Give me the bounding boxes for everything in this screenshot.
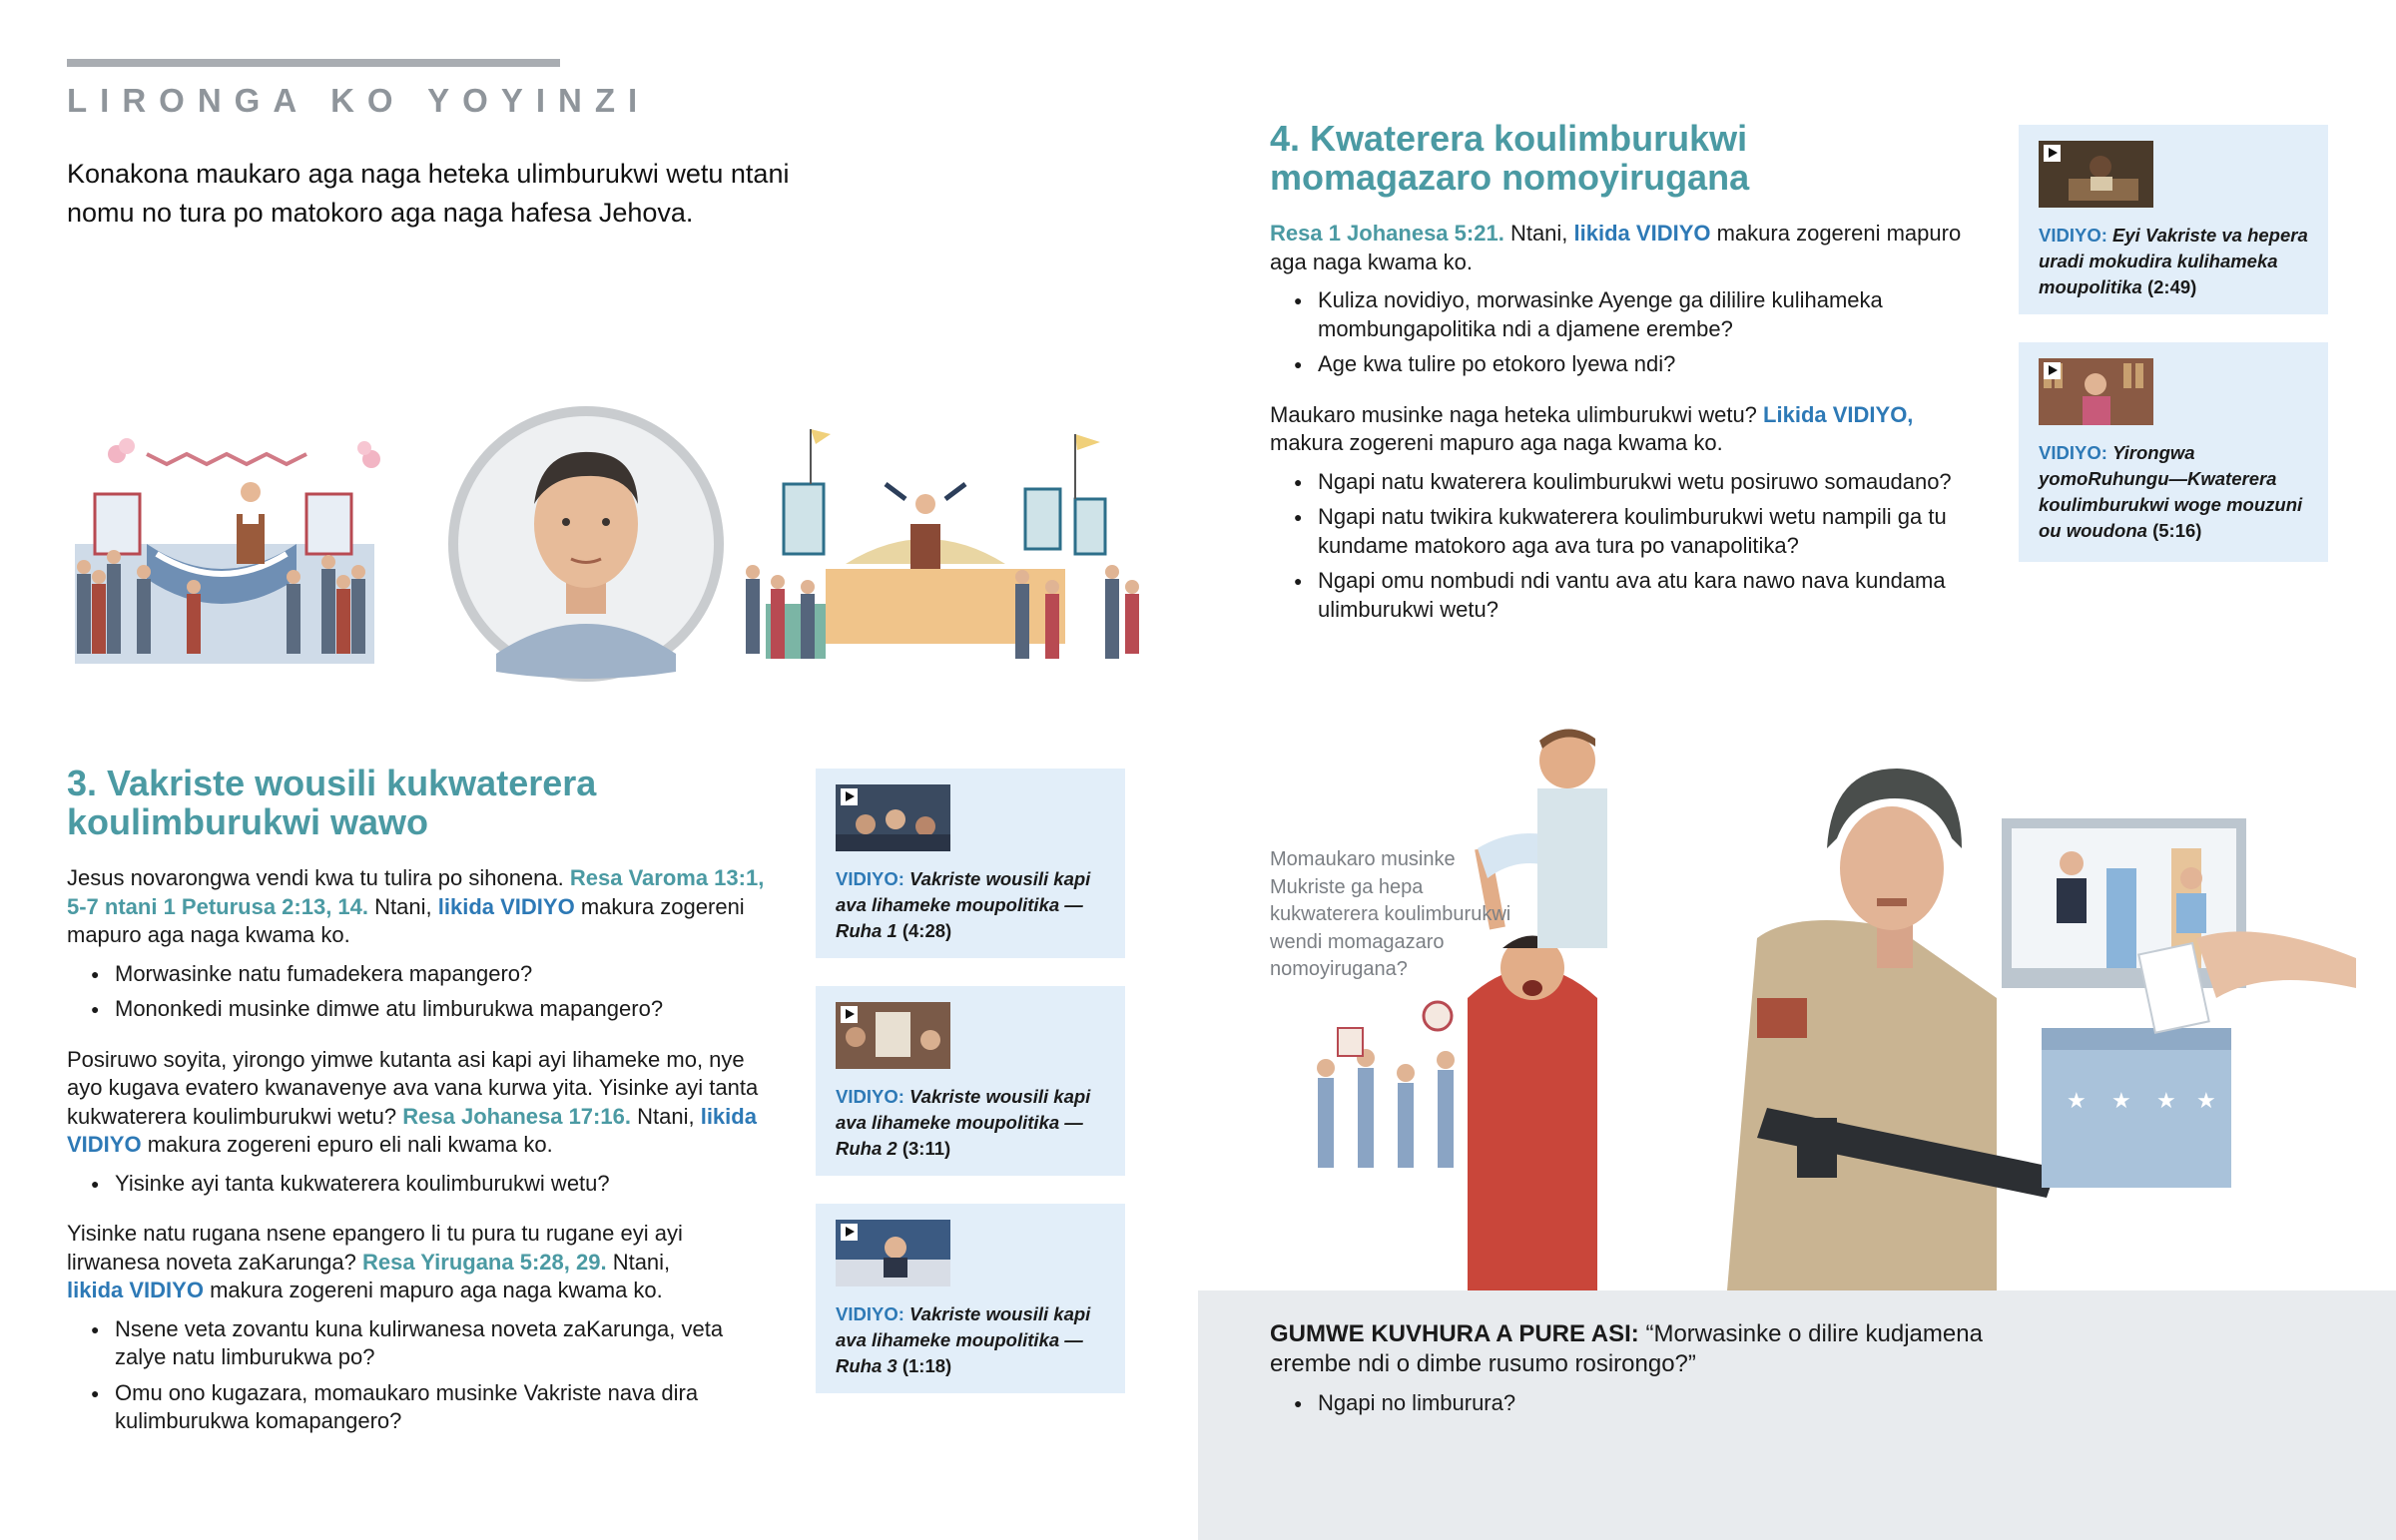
video-duration: (3:11) [901, 1138, 951, 1159]
section-3-questions-2 [67, 1170, 766, 1199]
video-link[interactable]: likida VIDIYO [1573, 221, 1711, 246]
right-rally-scene [746, 429, 1139, 659]
question-item: ● Ngapi no limburura? [1270, 1389, 2029, 1418]
play-icon[interactable] [2044, 362, 2061, 379]
video-caption [2039, 440, 2318, 544]
question-item: ● Ngapi omu nombudi ndi vantu ava atu kara nawo nava kundama ulimburukwi wetu? [1270, 567, 1969, 624]
video-box-yirongwa[interactable] [2019, 342, 2328, 562]
question-item: ● Morwasinke natu fumadekera mapangero? [67, 960, 766, 989]
intro-text: Konakona maukaro aga naga heteka ulimburukwi wetu ntani nomu no tura po matokoro aga naga hafesa Jehova. [67, 159, 790, 228]
left-rally-scene [75, 438, 380, 664]
video-label: VIDIYO: [2039, 225, 2107, 246]
video-link[interactable]: likida VIDIYO [67, 1103, 757, 1157]
video-box-ruha-2[interactable] [816, 986, 1125, 1176]
scripture-link[interactable]: Resa Varoma 13:1, 5-7 ntani 1 Peturusa 2:13, 14. [67, 865, 765, 919]
paragraph-text: Maukaro musinke naga heteka ulimburukwi wetu? [1270, 401, 1757, 427]
video-label: VIDIYO: [836, 1303, 904, 1324]
svg-text:★: ★ [2067, 1089, 2087, 1114]
video-thumbnail[interactable] [2039, 358, 2153, 425]
illustration-caption: Momaukaro musinke Mukriste ga hepa kukwaterera koulimburukwi wendi momagazaro nomoyirugana? [1270, 848, 1511, 980]
video-caption [836, 866, 1110, 944]
section-4-paragraph-1 [1270, 220, 1969, 276]
paragraph-text: Ntani, [374, 893, 432, 919]
video-label: VIDIYO: [836, 868, 904, 889]
paragraph-text: Ntani, [612, 1249, 671, 1275]
video-label: VIDIYO: [836, 1086, 904, 1107]
video-thumbnail[interactable] [836, 1002, 950, 1069]
video-title: Vakriste wousili kapi ava lihameke moupolitika —Ruha 2 [836, 1086, 1091, 1159]
video-duration: (4:28) [901, 920, 952, 941]
section-3-paragraph-1 [67, 864, 766, 950]
svg-text:★: ★ [2111, 1089, 2131, 1114]
review-title: GUMWE KUVHURA A PURE ASI: [1270, 1320, 1639, 1347]
question-item: ● Ngapi natu twikira kukwaterera koulimburukwi wetu nampili ga tu kundame matokoro aga ava tura po vanapolitika? [1270, 503, 1969, 560]
video-label: VIDIYO: [2039, 442, 2107, 463]
question-item: ● Nsene veta zovantu kuna kulirwanesa noveta zaKarunga, veta zalye natu limburukwa po? [67, 1315, 766, 1372]
review-question [1270, 1319, 2029, 1379]
question-item: ● Kuliza novidiyo, morwasinke Ayenge ga dililire kulihameka mombungapolitika ndi a djamene erembe? [1270, 286, 1969, 343]
paragraph-text: Ntani, [1509, 221, 1568, 246]
section-3-questions-3 [67, 1315, 766, 1436]
question-item: ● Omu ono kugazara, momaukaro musinke Vakriste nava dira kulimburukwa komapangero? [67, 1379, 766, 1436]
section-3-paragraph-2 [67, 1046, 766, 1160]
video-duration: (1:18) [901, 1355, 952, 1376]
paragraph-text: Ntani, [637, 1103, 695, 1129]
video-title: Yirongwa yomoRuhungu—Kwaterera koulimburukwi woge mouzuni ou woudona [2039, 442, 2303, 541]
paragraph-text: makura zogereni mapuro aga naga kwama ko. [210, 1278, 663, 1302]
paragraph-text: makura zogereni mapuro aga naga kwama ko. [1270, 430, 1723, 455]
portrait-circle [448, 406, 724, 682]
svg-text:★: ★ [2156, 1089, 2176, 1114]
question-item: ● Mononkedi musinke dimwe atu limburukwa mapangero? [67, 995, 766, 1024]
video-duration: (2:49) [2146, 276, 2197, 297]
svg-text:★: ★ [2196, 1089, 2216, 1114]
video-link[interactable]: likida VIDIYO [67, 1278, 204, 1302]
play-icon[interactable] [841, 1006, 858, 1023]
young-man [1537, 729, 1607, 948]
scripture-link[interactable]: Resa Yirugana 5:28, 29. [361, 1249, 607, 1275]
video-duration: (5:16) [2152, 520, 2202, 541]
section-kicker: LIRONGA KO YOYINZI [67, 82, 651, 119]
section-4-questions-1 [1270, 286, 1969, 379]
video-box-ruha-1[interactable] [816, 769, 1125, 958]
paragraph-text: Posiruwo soyita, yirongo yimwe kutanta asi kapi ayi lihameke mo, nye ayo kugava evatero kwanavenye ava vana kurwa yita. Yisinke ayi tanta kukwaterera koulimburukwi wetu? [67, 1046, 759, 1129]
paragraph-text: makura zogereni epuro eli nali kwama ko. [147, 1132, 553, 1157]
question-item: ● Yisinke ayi tanta kukwaterera koulimburukwi wetu? [67, 1170, 766, 1199]
scripture-link[interactable]: Resa Johanesa 17:16. [402, 1103, 631, 1129]
review-quote: “Morwasinke o dilire kudjamena erembe ndi o dimbe rusumo rosirongo?” [1270, 1320, 1983, 1377]
paragraph-text: Jesus novarongwa vendi kwa tu tulira po sihonena. [67, 865, 564, 890]
video-box-ruha-3[interactable] [816, 1204, 1125, 1393]
video-caption [836, 1301, 1110, 1379]
video-thumbnail[interactable] [836, 784, 950, 851]
campaign-illustration [67, 404, 1155, 684]
section-4-questions-2 [1270, 468, 1969, 625]
video-link[interactable]: likida VIDIYO [437, 893, 575, 919]
video-caption [2039, 223, 2318, 300]
section-3-paragraph-3 [67, 1220, 766, 1305]
video-thumbnail[interactable] [2039, 141, 2153, 208]
top-rule [67, 59, 560, 67]
play-icon[interactable] [841, 1224, 858, 1241]
video-box-vakriste-uradi[interactable] [2019, 125, 2328, 314]
video-caption [836, 1084, 1110, 1162]
video-thumbnail[interactable] [836, 1220, 950, 1286]
play-icon[interactable] [2044, 145, 2061, 162]
play-icon[interactable] [841, 788, 858, 805]
review-questions [1270, 1389, 2029, 1418]
paragraph-text: makura zogereni mapuro aga naga kwama ko. [1270, 221, 1962, 274]
section-4-paragraph-2 [1270, 401, 1969, 458]
section-4-heading: 4. Kwaterera koulimburukwi momagazaro nomoyirugana [1270, 118, 1750, 198]
question-item: ● Ngapi natu kwaterera koulimburukwi wetu posiruwo somaudano? [1270, 468, 1969, 497]
protest-crowd [1317, 1002, 1455, 1168]
paragraph-text: makura zogereni mapuro aga naga kwama ko. [67, 893, 745, 947]
question-item: ● Age kwa tulire po etokoro lyewa ndi? [1270, 350, 1969, 379]
section-3-questions-1 [67, 960, 766, 1024]
neutrality-illustration [1298, 699, 2366, 1290]
paragraph-text: Yisinke natu rugana nsene epangero li tu pura tu rugane eyi ayi lirwanesa noveta zaKarunga? [67, 1221, 683, 1275]
section-3-heading: 3. Vakriste wousili kukwaterera koulimburukwi wawo [67, 763, 597, 842]
review-content [1270, 1319, 2029, 1425]
video-title: Vakriste wousili kapi ava lihameke moupolitika —Ruha 1 [836, 868, 1091, 941]
video-title: Eyi Vakriste va hepera uradi mokudira kulihameka moupolitika [2039, 225, 2308, 297]
scripture-link[interactable]: Resa 1 Johanesa 5:21. [1270, 221, 1504, 246]
video-title: Vakriste wousili kapi ava lihameke moupolitika —Ruha 3 [836, 1303, 1091, 1376]
section-3-body [67, 864, 766, 1443]
video-link[interactable]: Likida VIDIYO, [1763, 401, 1914, 427]
section-4-body [1270, 220, 1969, 631]
